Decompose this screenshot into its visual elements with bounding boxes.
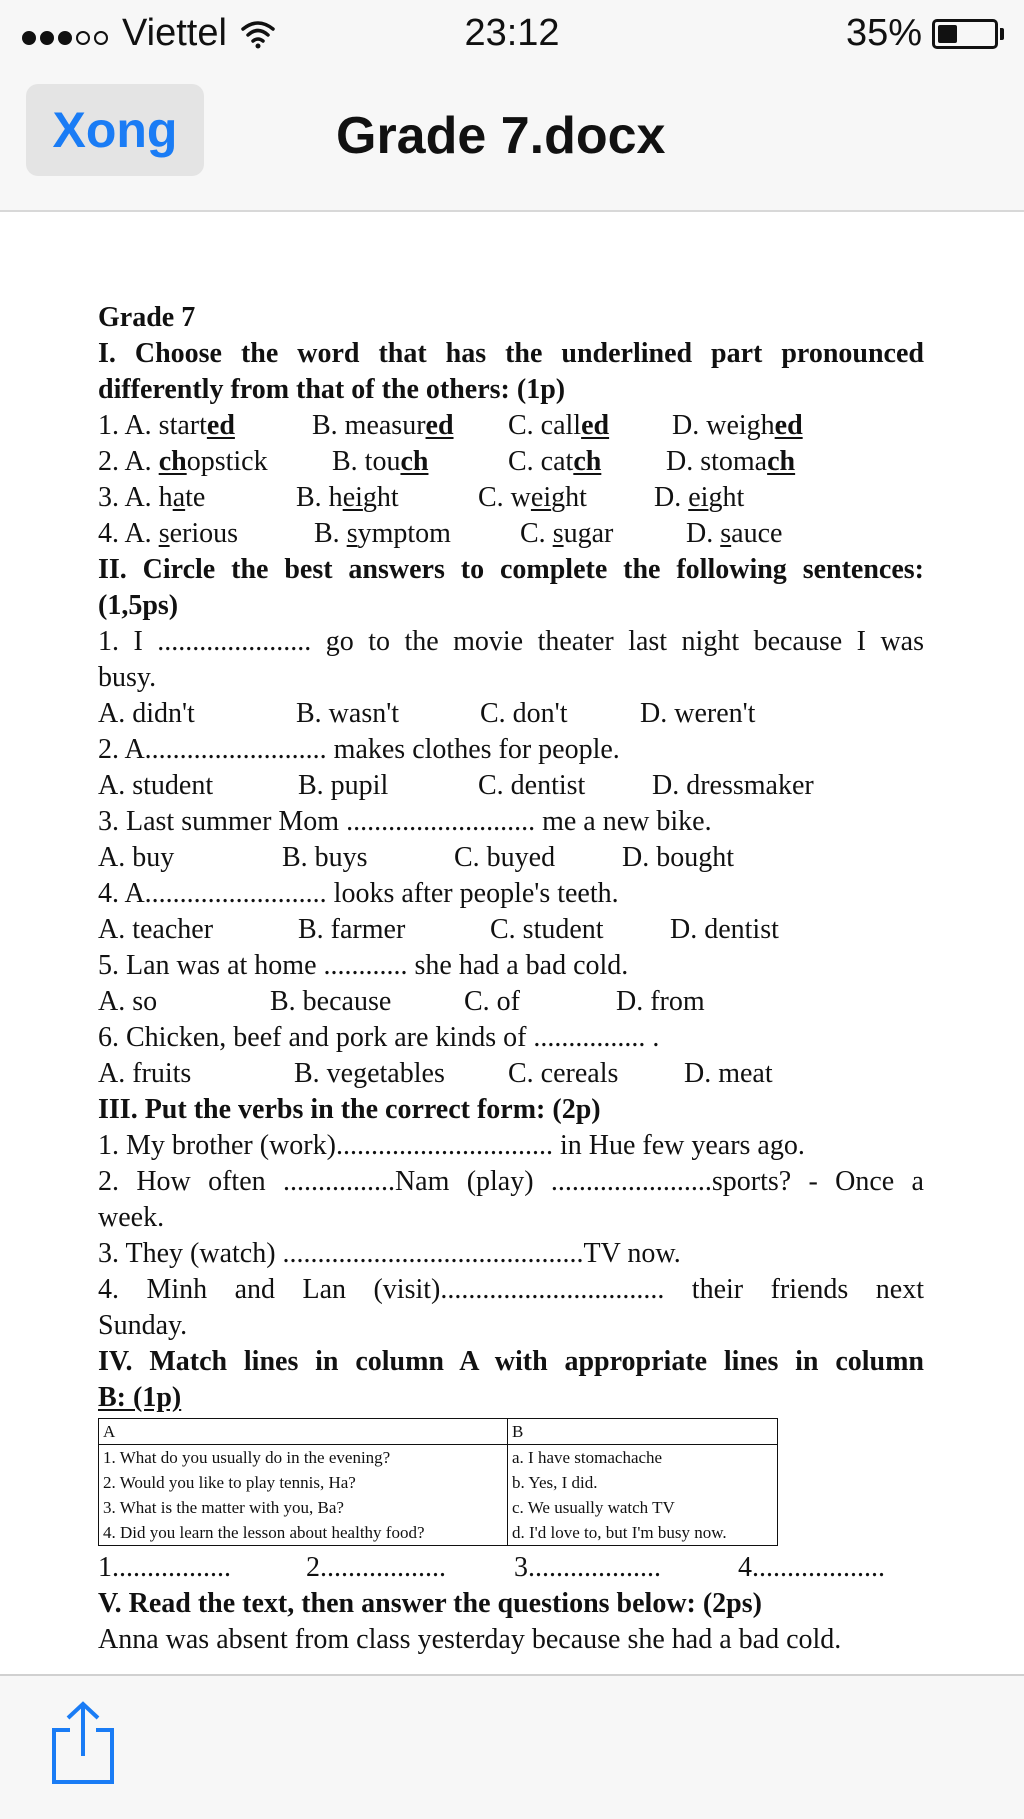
underlined-part: a	[172, 482, 186, 513]
share-button[interactable]	[48, 1700, 118, 1786]
column-a-cell: 2. Would you like to play tennis, Ha?	[99, 1470, 508, 1495]
document-viewer[interactable]	[0, 212, 1024, 1674]
underlined-part: ei	[530, 482, 552, 513]
option-c: C. don't	[480, 698, 568, 729]
option-text: D. weigh	[672, 410, 775, 441]
navigation-bar	[0, 70, 1024, 212]
answer-blank-2: 2..................	[306, 1552, 446, 1583]
option-a: A. so	[98, 986, 158, 1017]
underlined-part: ei	[688, 482, 709, 513]
option-text: C. call	[508, 410, 582, 441]
section-4-title: IV. Match lines in column A with appropriate lines in column	[98, 1346, 924, 1377]
s3-question-2: 2. How often ................Nam (play) .......................sports? - Once a	[98, 1166, 924, 1197]
option-text: ymptom	[357, 518, 451, 549]
s2-question-2: 2. A.......................... makes clothes for people.	[98, 734, 620, 765]
s2-question-1: 1. I ...................... go to the movie theater last night because I was	[98, 626, 924, 657]
s2-options-6	[98, 1056, 924, 1092]
option-c: C. buyed	[454, 842, 556, 873]
battery-fill	[938, 25, 957, 43]
s1-question-4	[98, 516, 924, 552]
underlined-part: ch	[158, 446, 187, 477]
option-text: B.	[314, 518, 347, 549]
s2-options-4	[98, 912, 924, 948]
table-row	[99, 1445, 778, 1471]
option-c: C. dentist	[478, 770, 586, 801]
s3-question-4: 4. Minh and Lan (visit)................................ their friends next	[98, 1274, 924, 1305]
option-c: C. of	[464, 986, 520, 1017]
option-d: D. bought	[622, 842, 734, 873]
option-text: 2. A.	[98, 446, 159, 477]
option-text: ugar	[563, 518, 614, 549]
status-time: 23:12	[464, 12, 560, 54]
column-b-cell: c. We usually watch TV	[508, 1495, 778, 1520]
underlined-part: s	[720, 518, 732, 549]
section-5-title: V. Read the text, then answer the questions below: (2ps)	[98, 1588, 762, 1619]
s3-question-4-cont: Sunday.	[98, 1310, 188, 1341]
table-row	[99, 1470, 778, 1495]
s3-question-1: 1. My brother (work)............................... in Hue few years ago.	[98, 1130, 805, 1161]
option-d: D. dressmaker	[652, 770, 814, 801]
option-d: D. meat	[684, 1058, 773, 1089]
option-c: C. student	[490, 914, 604, 945]
option-d: D. weren't	[640, 698, 756, 729]
column-b-header: B	[508, 1419, 778, 1445]
option-text: ght	[362, 482, 399, 513]
option-b: B. pupil	[298, 770, 389, 801]
option-a: A. didn't	[98, 698, 195, 729]
s2-question-1-cont: busy.	[98, 662, 157, 693]
option-d: D. dentist	[670, 914, 779, 945]
answer-blank-1: 1.................	[98, 1552, 231, 1583]
section-4-title-underlined: B: (1p)	[98, 1382, 182, 1413]
option-text: D.	[654, 482, 689, 513]
column-b-cell: a. I have stomachache	[508, 1445, 778, 1471]
option-a: A. buy	[98, 842, 175, 873]
section-1-title-cont: differently from that of the others: (1p)	[98, 374, 566, 405]
option-text: te	[185, 482, 206, 513]
column-b-cell: b. Yes, I did.	[508, 1470, 778, 1495]
s2-options-1	[98, 696, 924, 732]
section-4-title-cont	[98, 1380, 924, 1416]
option-b: B. buys	[282, 842, 368, 873]
option-text: C. w	[478, 482, 531, 513]
option-b: B. wasn't	[296, 698, 400, 729]
answer-blank-3: 3...................	[514, 1552, 661, 1583]
underlined-part: ch	[573, 446, 602, 477]
column-a-cell: 3. What is the matter with you, Ba?	[99, 1495, 508, 1520]
battery-percent: 35%	[845, 12, 922, 54]
document-title: Grade 7.docx	[336, 107, 666, 165]
s2-options-5	[98, 984, 924, 1020]
s2-question-3: 3. Last summer Mom ........................... me a new bike.	[98, 806, 712, 837]
bottom-toolbar	[0, 1674, 1024, 1819]
column-a-cell: 1. What do you usually do in the evening?	[99, 1445, 508, 1471]
s2-question-4: 4. A.......................... looks after people's teeth.	[98, 878, 619, 909]
table-row	[99, 1495, 778, 1520]
underlined-part: s	[158, 518, 170, 549]
option-text: ght	[551, 482, 587, 513]
table-row	[99, 1520, 778, 1546]
underlined-part: ch	[767, 446, 796, 477]
section-1-title: I. Choose the word that has the underlined part pronounced	[98, 338, 924, 369]
s1-question-2	[98, 444, 924, 480]
section-2-title: II. Circle the best answers to complete the following sentences:	[98, 554, 924, 585]
battery-tip	[1000, 28, 1004, 40]
s2-question-6: 6. Chicken, beef and pork are kinds of ................ .	[98, 1022, 660, 1053]
option-text: auce	[731, 518, 783, 549]
answer-blanks	[98, 1550, 924, 1586]
s1-question-1	[98, 408, 924, 444]
option-text: 4. A.	[98, 518, 159, 549]
underlined-part: ed	[774, 410, 803, 441]
option-text: opstick	[186, 446, 268, 477]
underlined-part: ed	[425, 410, 454, 441]
option-a: A. student	[98, 770, 214, 801]
option-b: B. vegetables	[294, 1058, 445, 1089]
document-page	[98, 300, 924, 1658]
option-a: A. teacher	[98, 914, 214, 945]
status-bar	[0, 0, 1024, 70]
option-text: B. tou	[332, 446, 401, 477]
done-button[interactable]: Xong	[26, 84, 204, 176]
underlined-part: ei	[342, 482, 363, 513]
option-b: B. because	[270, 986, 392, 1017]
answer-blank-4: 4...................	[738, 1552, 885, 1583]
underlined-part: ed	[581, 410, 610, 441]
option-c: C. cereals	[508, 1058, 619, 1089]
s3-question-2-cont: week.	[98, 1202, 165, 1233]
matching-table	[98, 1418, 778, 1546]
underlined-part: ch	[400, 446, 429, 477]
s2-question-5: 5. Lan was at home ............ she had a bad cold.	[98, 950, 629, 981]
underlined-part: s	[346, 518, 358, 549]
share-icon	[48, 1700, 118, 1786]
reading-text-line: Anna was absent from class yesterday because she had a bad cold.	[98, 1624, 842, 1655]
option-text: C.	[520, 518, 553, 549]
section-2-title-cont: (1,5ps)	[98, 590, 179, 621]
option-text: ght	[708, 482, 745, 513]
option-text: D.	[686, 518, 721, 549]
s2-options-2	[98, 768, 924, 804]
battery-icon	[932, 19, 998, 49]
option-text: D. stoma	[666, 446, 768, 477]
s2-options-3	[98, 840, 924, 876]
option-text: C. cat	[508, 446, 574, 477]
status-right	[846, 12, 1004, 55]
column-a-header: A	[99, 1419, 508, 1445]
section-3-title: III. Put the verbs in the correct form: (2p)	[98, 1094, 601, 1125]
option-a: A. fruits	[98, 1058, 192, 1089]
column-b-cell: d. I'd love to, but I'm busy now.	[508, 1520, 778, 1546]
option-d: D. from	[616, 986, 705, 1017]
option-b: B. farmer	[298, 914, 406, 945]
option-text: erious	[169, 518, 239, 549]
option-text: B. measur	[312, 410, 426, 441]
option-text: B. h	[296, 482, 343, 513]
underlined-part: s	[552, 518, 564, 549]
s1-question-3	[98, 480, 924, 516]
option-text: 1. A. start	[98, 410, 207, 441]
carrier-name: Viettel	[122, 12, 227, 54]
table-header-row	[99, 1419, 778, 1445]
doc-heading: Grade 7	[98, 302, 196, 333]
underlined-part: ed	[206, 410, 235, 441]
s3-question-3: 3. They (watch) ...........................................TV now.	[98, 1238, 681, 1269]
column-a-cell: 4. Did you learn the lesson about healthy food?	[99, 1520, 508, 1546]
option-text: 3. A. h	[98, 482, 173, 513]
